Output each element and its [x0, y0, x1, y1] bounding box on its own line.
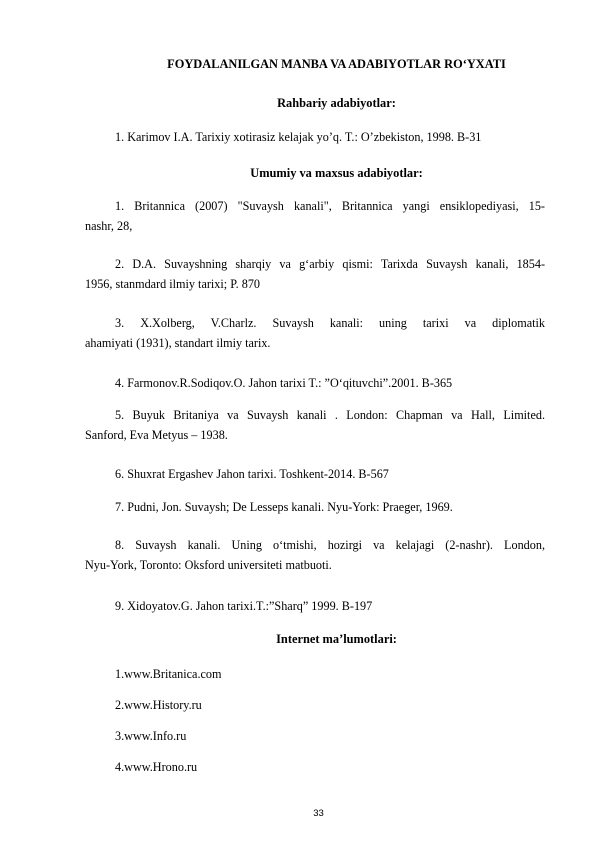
reference-item — [85, 254, 545, 294]
section-heading-general: Umumiy va maxsus adabiyotlar: — [250, 166, 423, 180]
section-heading-leaders: Rahbariy adabiyotlar: — [277, 96, 396, 110]
internet-link[interactable]: 1.www.Britanica.com — [115, 667, 222, 681]
reference-item — [85, 196, 545, 236]
reference-line: Sanford, Eva Metyus – 1938. — [85, 428, 228, 442]
reference-item: 1. Karimov I.A. Tarixiy xotirasiz kelajak yo’q. T.: O’zbekiston, 1998. B-31 — [115, 130, 482, 144]
reference-line: 3. X.Xolberg, V.Charlz. Suvaysh kanali: uning tarixi va diplomatik — [115, 316, 545, 330]
page-number: 33 — [313, 808, 324, 819]
reference-line: nashr, 28, — [85, 219, 133, 233]
reference-line: ahamiyati (1931), standart ilmiy tarix. — [85, 336, 271, 350]
reference-item — [85, 313, 545, 353]
reference-item: 4. Farmonov.R.Sodiqov.O. Jahon tarixi T.: ”O‘qituvchi”.2001. B-365 — [115, 376, 453, 390]
reference-item: 9. Xidoyatov.G. Jahon tarixi.T.:”Sharq” 1999. B-197 — [115, 599, 373, 613]
reference-line: 2. D.A. Suvayshning sharqiy va g‘arbiy qismi: Tarixda Suvaysh kanali, 1854- — [115, 257, 545, 271]
section-heading-internet: Internet ma’lumotlari: — [276, 632, 397, 646]
reference-line: 1956, stanmdard ilmiy tarixi; P. 870 — [85, 277, 261, 291]
reference-item: 6. Shuxrat Ergashev Jahon tarixi. Toshkent-2014. B-567 — [115, 467, 389, 481]
reference-item: 7. Pudni, Jon. Suvaysh; De Lesseps kanali. Nyu-York: Praeger, 1969. — [115, 500, 453, 514]
main-title: FOYDALANILGAN MANBA VA ADABIYOTLAR RO‘YXATI — [167, 57, 506, 71]
reference-line: 1. Britannica (2007) "Suvaysh kanali", Britannica yangi ensiklopediyasi, 15- — [115, 199, 545, 213]
reference-line: Nyu-York, Toronto: Oksford universiteti matbuoti. — [85, 558, 332, 572]
internet-link[interactable]: 2.www.History.ru — [115, 698, 202, 712]
reference-line: 5. Buyuk Britaniya va Suvaysh kanali . London: Chapman va Hall, Limited. — [115, 408, 545, 422]
internet-link[interactable]: 3.www.Info.ru — [115, 729, 187, 743]
reference-item — [85, 535, 545, 575]
internet-link[interactable]: 4.www.Hrono.ru — [115, 760, 198, 774]
reference-item — [85, 405, 545, 445]
reference-line: 8. Suvaysh kanali. Uning o‘tmishi, hozirgi va kelajagi (2-nashr). London, — [115, 538, 545, 552]
